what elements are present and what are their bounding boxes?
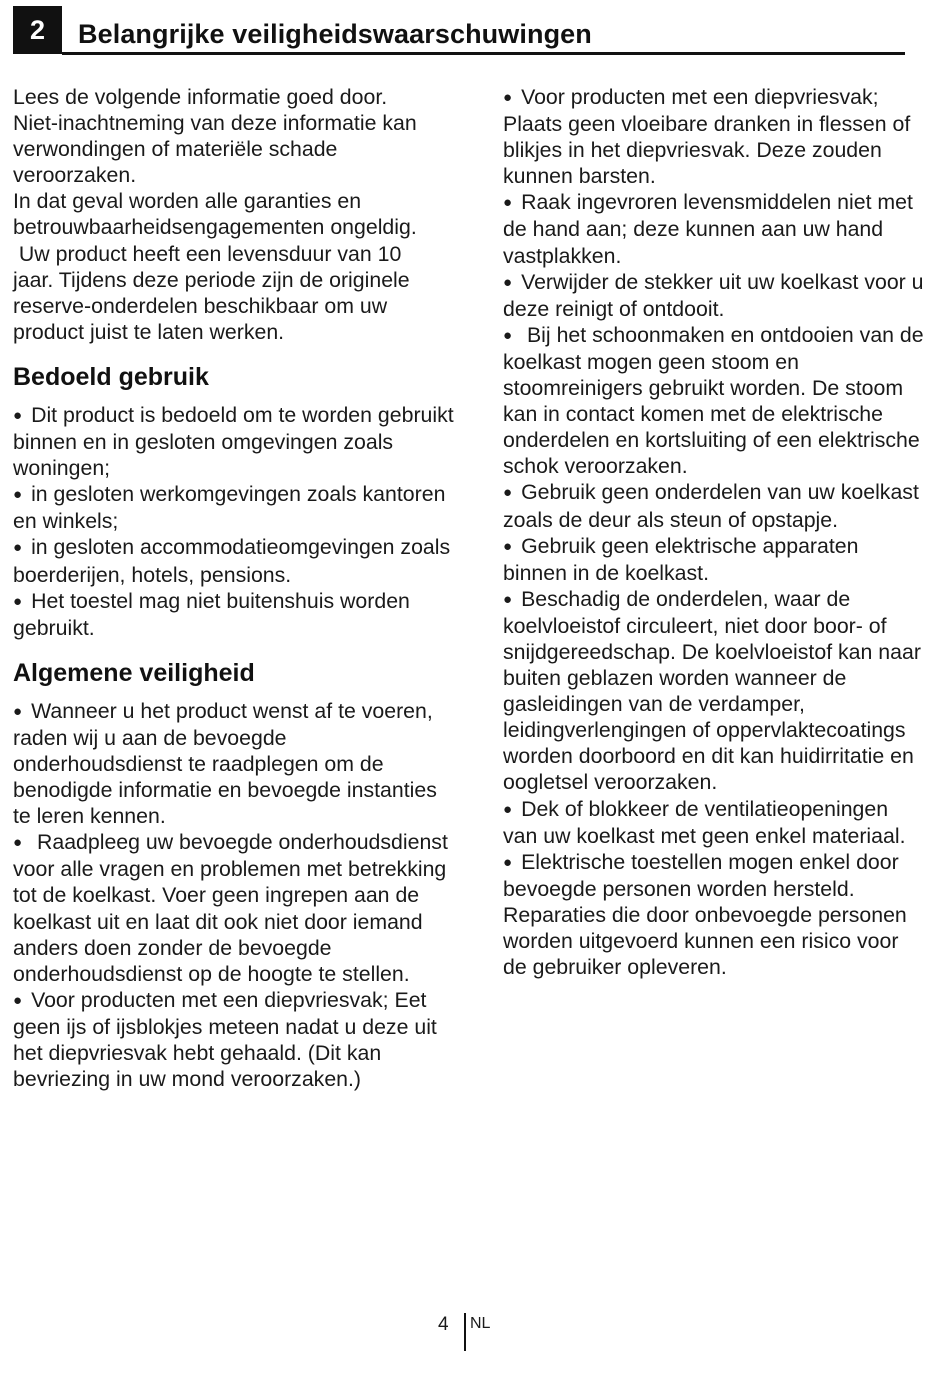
bullet-icon: ● xyxy=(13,486,23,504)
intro-line: veroorzaken. xyxy=(13,163,137,188)
intro-line: Uw product heeft een levensduur van 10 xyxy=(13,241,402,266)
bullet-icon: ● xyxy=(503,590,513,608)
list-item: ● Raak ingevroren levensmiddelen niet met de hand aan; deze kunnen aan uw hand vastplakken. xyxy=(503,190,913,268)
bullet-icon: ● xyxy=(503,326,513,344)
bullet-icon: ● xyxy=(503,273,513,291)
bullet-icon: ● xyxy=(503,89,513,106)
list-item: ● in gesloten werkomgevingen zoals kantoren en winkels; xyxy=(13,482,446,534)
intro-line: verwondingen of materiële schade xyxy=(13,137,338,162)
list-item: ● Gebruik geen onderdelen van uw koelkast zoals de deur als steun of opstapje. xyxy=(503,480,919,532)
bullet-icon: ● xyxy=(503,484,513,502)
bullet-icon: ● xyxy=(503,853,513,871)
intro-line: betrouwbaarheidsengagementen ongeldig. xyxy=(13,215,417,240)
section-heading-intended-use: Bedoeld gebruik xyxy=(13,362,209,391)
intro-line: jaar. Tijdens deze periode zijn de originele xyxy=(13,267,410,292)
section-number: 2 xyxy=(13,6,62,54)
list-item: ● Dek of blokkeer de ventilatieopeningen van uw koelkast met geen enkel materiaal. xyxy=(503,796,906,848)
list-item: ● Het toestel mag niet buitenshuis worden gebruikt. xyxy=(13,588,410,640)
page-footer xyxy=(0,1311,950,1351)
list-item: ● Dit product is bedoeld om te worden gebruikt binnen en in gesloten omgevingen zoals woningen; xyxy=(13,402,454,481)
page-number: 4 xyxy=(438,1314,449,1335)
section-header xyxy=(13,6,905,56)
intro-line: product juist te laten werken. xyxy=(13,319,285,344)
footer-divider xyxy=(464,1313,466,1351)
bullet-icon: ● xyxy=(503,800,513,818)
intro-paragraph xyxy=(13,84,458,345)
list-item: ● Voor producten met een diepvriesvak; Plaats geen vloeibare dranken in flessen of blikjes in het diepvriesvak. Deze zouden kunnen barsten. xyxy=(503,85,911,189)
left-column xyxy=(13,84,458,1092)
language-code: NL xyxy=(470,1315,491,1332)
bullet-icon: ● xyxy=(13,539,23,557)
bullet-icon: ● xyxy=(13,406,23,424)
list-item: ● Bij het schoonmaken en ontdooien van de koelkast mogen geen stoom en stoomreinigers gebruikt worden. De stoom kan in contact komen met de elektrische onderdelen en kortsluiting of een elektrische schok veroorzaken. xyxy=(503,322,924,479)
intro-line: In dat geval worden alle garanties en xyxy=(13,189,362,214)
section-heading-general-safety: Algemene veiligheid xyxy=(13,658,255,687)
list-item: ● in gesloten accommodatieomgevingen zoals boerderijen, hotels, pensions. xyxy=(13,535,451,587)
section-title: Belangrijke veiligheidswaarschuwingen xyxy=(78,19,592,49)
bullet-icon: ● xyxy=(503,537,513,555)
list-item: ● Verwijder de stekker uit uw koelkast voor u deze reinigt of ontdooit. xyxy=(503,269,924,321)
intro-line: reserve-onderdelen beschikbaar om uw xyxy=(13,293,388,318)
bullet-icon: ● xyxy=(503,194,513,212)
list-item: ● Raadpleeg uw bevoegde onderhoudsdienst voor alle vragen en problemen met betrekking tot de koelkast. Voer geen ingrepen aan de koelkast uit en laat dit ook niet door iemand anders doen zonder de bevoegde onderhoudsdienst op de hoogte te stellen. xyxy=(13,830,448,986)
bullet-icon: ● xyxy=(13,834,23,852)
right-column xyxy=(503,84,928,980)
bullet-icon: ● xyxy=(13,702,23,720)
header-rule xyxy=(62,52,905,55)
intro-line: Niet-inachtneming van deze informatie kan xyxy=(13,111,417,136)
list-item: ● Elektrische toestellen mogen enkel door bevoegde personen worden hersteld. Reparaties die door onbevoegde personen worden uitgevoerd kunnen een risico voor de gebruiker opleveren. xyxy=(503,849,907,980)
list-item: ● Beschadig de onderdelen, waar de koelvloeistof circuleert, niet door boor- of snijdgereedschap. De koelvloeistof kan naar buiten geblazen worden wanneer de gasleidingen van de verdamper, leidingverlengingen of oppervlaktecoatings worden doorboord en dit kan huidirritatie en oogletsel veroorzaken. xyxy=(503,586,921,795)
bullet-icon: ● xyxy=(13,592,23,610)
list-item: ● Wanneer u het product wenst af te voeren, raden wij u aan de bevoegde onderhoudsdienst te raadplegen om de benodigde informatie en bevoegde instanties te leren kennen. xyxy=(13,698,437,829)
intro-line: Lees de volgende informatie goed door. xyxy=(13,85,388,109)
list-item: ● Voor producten met een diepvriesvak; Eet geen ijs of ijsblokjes meteen nadat u deze uit het diepvriesvak hebt gehaald. (Dit kan bevriezing in uw mond veroorzaken.) xyxy=(13,987,437,1092)
list-item: ● Gebruik geen elektrische apparaten binnen in de koelkast. xyxy=(503,533,859,585)
bullet-icon: ● xyxy=(13,991,23,1009)
